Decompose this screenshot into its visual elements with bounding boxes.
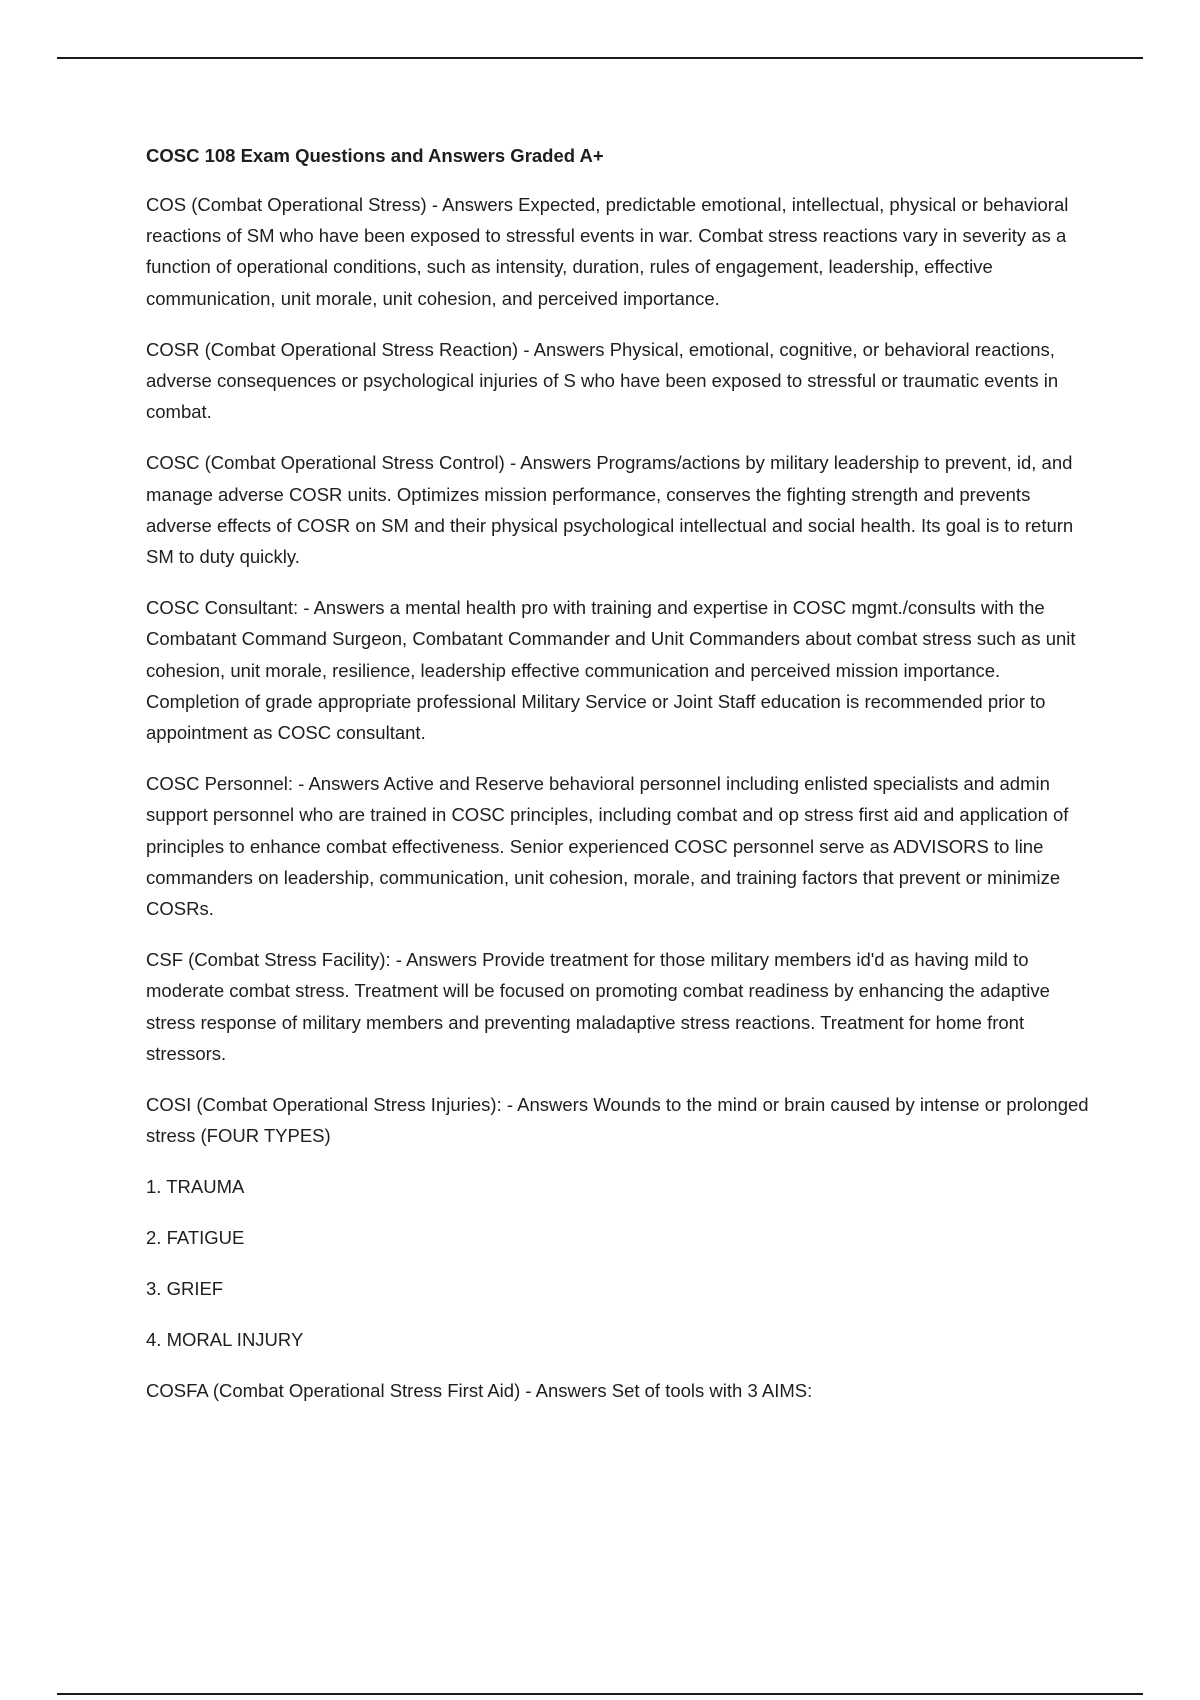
entry-csf: CSF (Combat Stress Facility): - Answers Provide treatment for those military members id'd as having mild to moderate combat stress. Treatment will be focused on promoting combat readiness by enhancing the adaptive stress response of military members and preventing maladaptive stress reactions. Treatment for home front stressors. — [146, 949, 1050, 1064]
list-item: 2. FATIGUE — [146, 1227, 245, 1249]
entry-cosfa: COSFA (Combat Operational Stress First Aid) - Answers Set of tools with 3 AIMS: — [146, 1380, 813, 1402]
entry-cosc: COSC (Combat Operational Stress Control) - Answers Programs/actions by military leadership to prevent, id, and manage adverse COSR units. Optimizes mission performance, conserves the fighting strength and prevents adverse effects of COSR on SM and their physical psychological intellectual and social health. Its goal is to return SM to duty quickly. — [146, 452, 1074, 568]
document-title: COSC 108 Exam Questions and Answers Graded A+ — [146, 145, 604, 166]
list-item: 3. GRIEF — [146, 1278, 224, 1300]
entry-cosr: COSR (Combat Operational Stress Reaction) - Answers Physical, emotional, cognitive, or behavioral reactions, adverse consequences or psychological injuries of S who have been exposed to stressful or traumatic events in combat. — [146, 338, 1059, 423]
header-rule — [57, 57, 1143, 59]
entry-cosc-personnel: COSC Personnel: - Answers Active and Reserve behavioral personnel including enlisted specialists and admin support personnel who are trained in COSC principles, including combat and op stress first aid and application of principles to enhance combat effectiveness. Senior experienced COSC personnel serve as ADVISORS to line commanders on leadership, communication, unit cohesion, morale, and training factors that prevent or minimize COSRs. — [146, 773, 1069, 920]
entry-cosc-consultant: COSC Consultant: - Answers a mental health pro with training and expertise in COSC mgmt./consults with the Combatant Command Surgeon, Combatant Commander and Unit Commanders about combat stress such as unit cohesion, unit morale, resilience, leadership effective communication and perceived mission importance. Completion of grade appropriate professional Military Service or Joint Staff education is recommended prior to appointment as COSC consultant. — [146, 597, 1076, 744]
entry-cosi: COSI (Combat Operational Stress Injuries): - Answers Wounds to the mind or brain caused by intense or prolonged stress (FOUR TYPES) — [146, 1094, 1089, 1147]
document-body — [146, 140, 1096, 1427]
entry-cos: COS (Combat Operational Stress) - Answers Expected, predictable emotional, intellectual, physical or behavioral reactions of SM who have been exposed to stressful events in war. Combat stress reactions vary in severity as a function of operational conditions, such as intensity, duration, rules of engagement, leadership, effective communication, unit morale, unit cohesion, and perceived importance. — [146, 194, 1069, 309]
footer-rule — [57, 1693, 1143, 1695]
list-item: 1. TRAUMA — [146, 1176, 245, 1198]
list-item: 4. MORAL INJURY — [146, 1329, 304, 1351]
